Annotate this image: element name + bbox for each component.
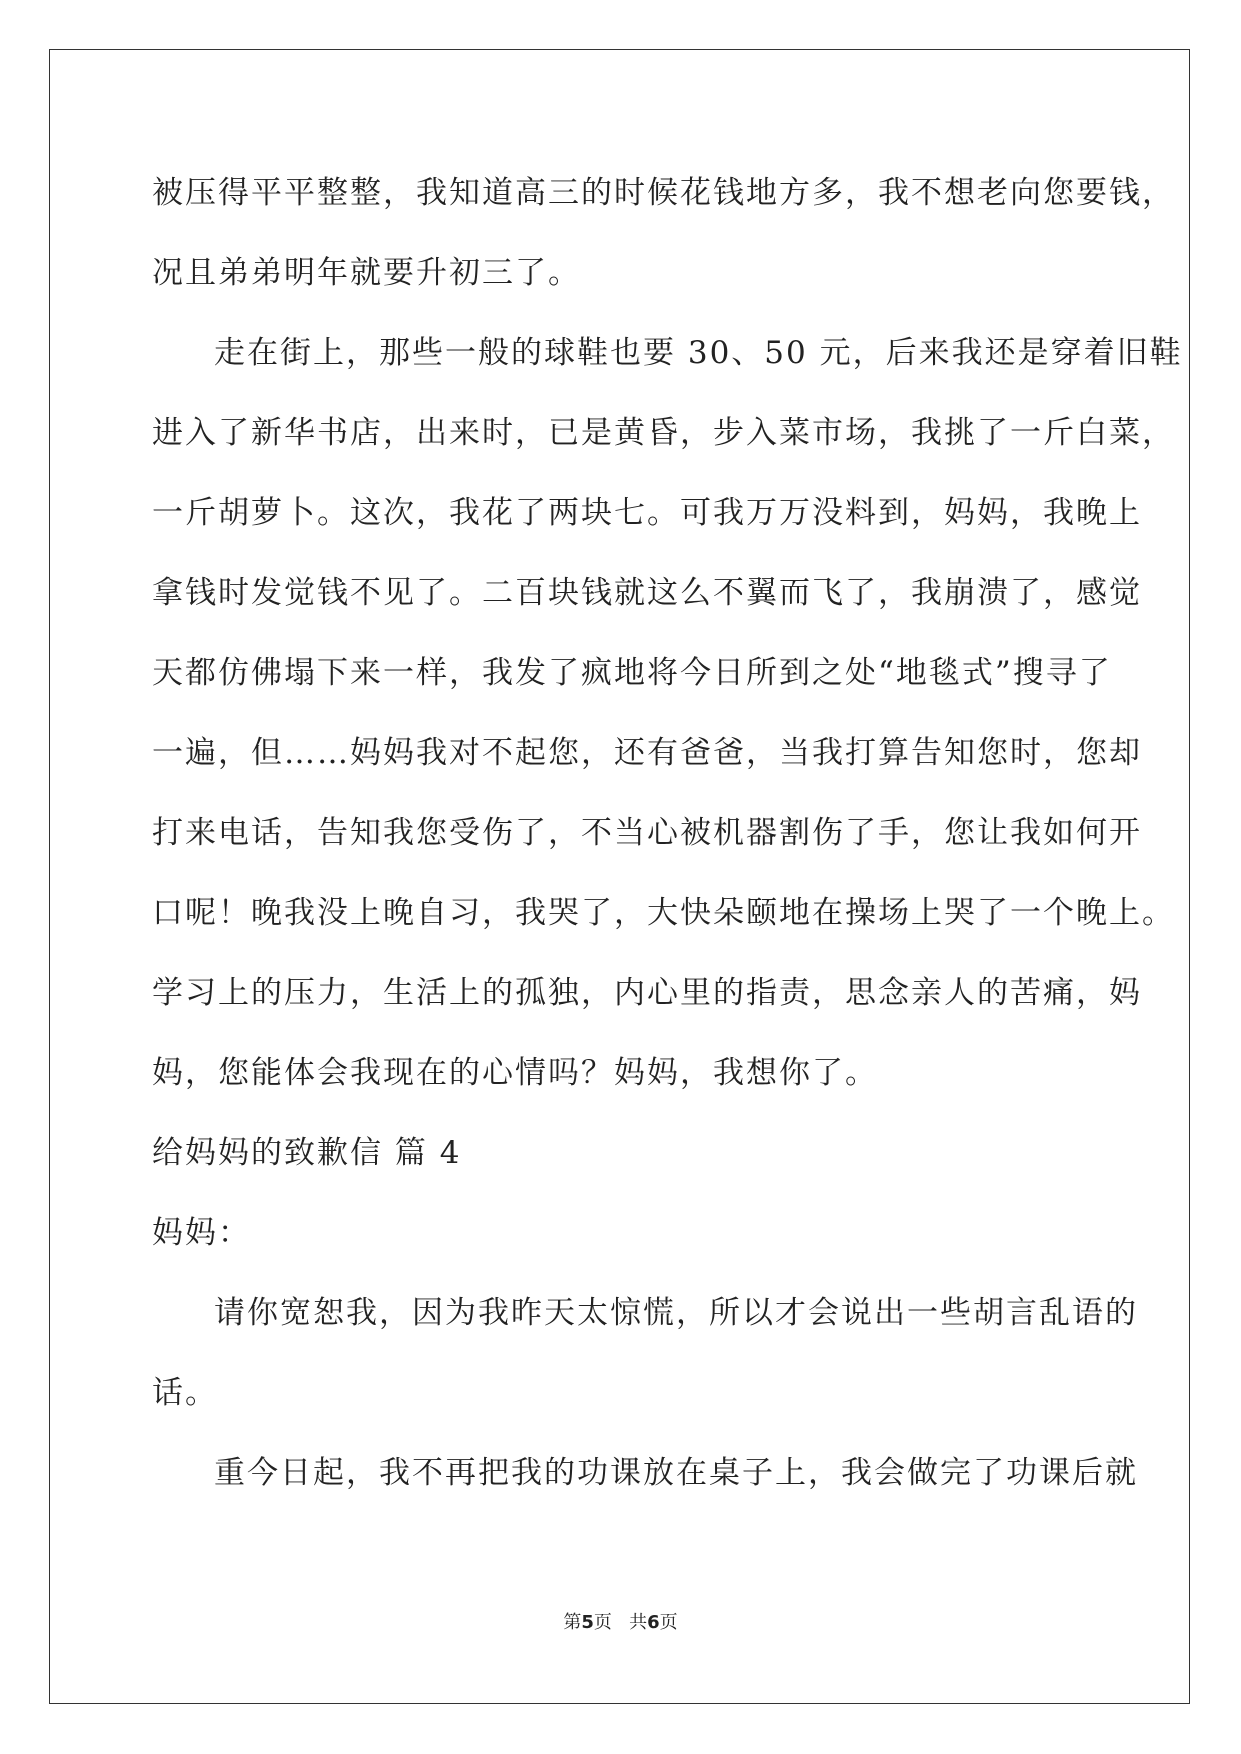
paragraph-start-line: 重今日起，我不再把我的功课放在桌子上，我会做完了功课后就 xyxy=(214,1455,1138,1491)
text-line: 一遍，但……妈妈我对不起您，还有爸爸，当我打算告知您时，您却 xyxy=(152,735,1142,771)
salutation: 妈妈： xyxy=(152,1215,251,1251)
text-line: 打来电话，告知我您受伤了，不当心被机器割伤了手，您让我如何开 xyxy=(152,815,1142,851)
page-prefix: 第 xyxy=(563,1612,582,1633)
page-suffix: 页 xyxy=(593,1612,612,1633)
text-line: 话。 xyxy=(152,1375,218,1411)
page-footer xyxy=(0,1611,1241,1635)
text-line: 一斤胡萝卜。这次，我花了两块七。可我万万没料到，妈妈，我晚上 xyxy=(152,495,1142,531)
text-line: 进入了新华书店，出来时，已是黄昏，步入菜市场，我挑了一斤白菜， xyxy=(152,415,1175,451)
section-heading: 给妈妈的致歉信 篇 4 xyxy=(152,1135,462,1171)
text-line: 被压得平平整整，我知道高三的时候花钱地方多，我不想老向您要钱， xyxy=(152,175,1175,211)
page-number: 5 xyxy=(581,1612,594,1633)
total-pages: 6 xyxy=(647,1612,660,1633)
text-line: 天都仿佛塌下来一样，我发了疯地将今日所到之处“地毯式”搜寻了 xyxy=(152,655,1112,691)
total-suffix: 页 xyxy=(659,1612,678,1633)
text-line: 拿钱时发觉钱不见了。二百块钱就这么不翼而飞了，我崩溃了，感觉 xyxy=(152,575,1142,611)
paragraph-start-line: 走在街上，那些一般的球鞋也要 30、50 元，后来我还是穿着旧鞋 xyxy=(214,335,1183,371)
paragraph-start-line: 请你宽恕我，因为我昨天太惊慌，所以才会说出一些胡言乱语的 xyxy=(214,1295,1138,1331)
text-line: 况且弟弟明年就要升初三了。 xyxy=(152,255,581,291)
text-line: 学习上的压力，生活上的孤独，内心里的指责，思念亲人的苦痛，妈 xyxy=(152,975,1142,1011)
text-line: 口呢！晚我没上晚自习，我哭了，大快朵颐地在操场上哭了一个晚上。 xyxy=(152,895,1175,931)
text-line: 妈，您能体会我现在的心情吗？妈妈，我想你了。 xyxy=(152,1055,878,1091)
total-prefix: 共 xyxy=(629,1612,648,1633)
